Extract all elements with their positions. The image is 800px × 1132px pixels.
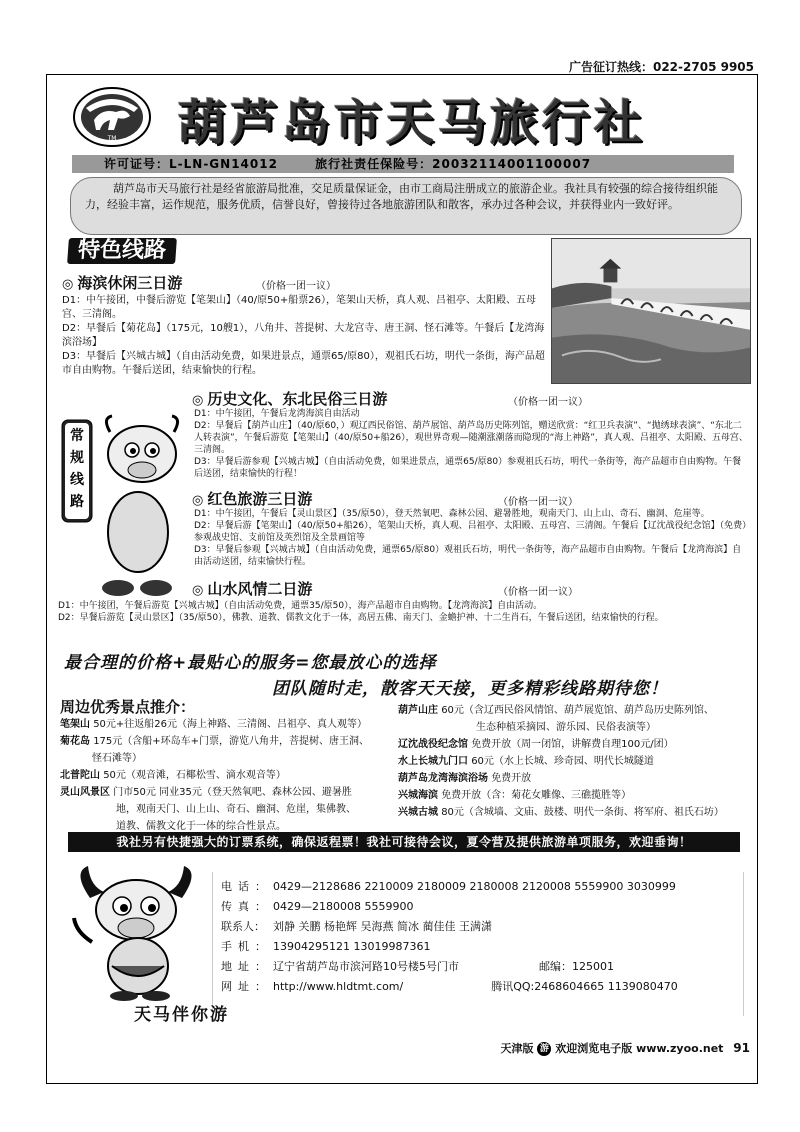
tour-title-1: ◎ 海滨休闲三日游 [62,274,183,292]
featured-routes-heading: 特色线路 [67,238,177,264]
tour-2-day-2: D2：早餐后【葫芦山庄】（40/原60，）观辽西民俗馆、葫芦展馆、葫芦岛历史陈列馆，赠送欣赏：“红卫兵表演”、“抛绣球表演”、“东北二人转表演”，午餐后游览【笔架山】（40/原50+船26），观世界奇观—随潮涨潮落而隐现的“海上神路”，真人观、吕祖亭、太阳殿、五母宫、三清阁。 [194,421,748,455]
cow-mascot [66,862,206,1002]
tour-price-2: （价格一团一议） [508,397,588,408]
attraction-row: 葫芦岛龙湾海滨浴场 免费开放 [398,773,532,784]
svg-text:TM: TM [107,135,117,142]
attraction-row: 怪石滩等） [92,753,142,764]
license-number: 许可证号：L-LN-GN14012 [104,157,278,171]
badge-char-2: 规 [70,450,84,466]
agency-intro: 葫芦岛市天马旅行社是经省旅游局批准，交足质量保证金，由市工商局注册成立的旅游企业。我社具有较强的综合接待组织能力，经验丰富，运作规范，服务优质，信誉良好，曾接待过各地旅游团队和散客，承办过各种会议，并获得业内一致好评。 [70,177,742,235]
agency-title: 葫芦岛市天马旅行社 [178,95,647,151]
contact-phone: 电话：0429—2128686 2210009 2180009 2180008 2120008 5559900 3030999 [221,880,676,893]
contact-fax: 传真：0429—2180008 5559900 [221,900,414,913]
tour-2-day-1: D1：中午接团，午餐后龙湾海滨自由活动 [194,409,360,419]
tour-3-day-3: D3：早餐后参观【兴城古城】（自由活动免费，通票65/原80）观祖氏石坊，明代一条街等，海产品超市自由购物。午餐后【龙湾海滨】自由活动送团，结束愉快行程。 [194,545,742,567]
browse-link[interactable]: 欢迎浏览电子版 www.zyoo.net [555,1042,724,1055]
page-number: 91 [733,1041,750,1055]
tour-price-4: （价格一团一议） [498,587,578,598]
contact-web: 网址：http://www.hldtmt.com/ 腾讯QQ:2468604665 1139080470 [221,980,678,993]
tour-title-2: ◎ 历史文化、东北民俗三日游 [192,390,388,408]
contact-mobile: 手机：13904295121 13019987361 [221,940,431,953]
booking-notice-banner: 我社另有快捷强大的订票系统，确保返程票！我社可接待会议，夏令营及提供旅游单项服务，欢迎垂询！ [68,832,740,852]
attraction-row: 道教、儒教文化于一体的综合性景点。 [116,821,286,832]
tour-1-day-2: D2：早餐后【菊花岛】（175元，10艘1），八角井、菩提树、大龙宫寺、唐王洞、怪石滩等。午餐后【龙湾海滨浴场】 [62,323,545,348]
tour-2-itinerary [194,408,750,480]
tour-1-itinerary [62,294,548,378]
tour-4-day-1: D1：中午接团，午餐后游览【兴城古城】（自由活动免费，通票35/原50），海产品超市自由购物。【龙湾海滨】自由活动。 [58,601,543,611]
tour-3-itinerary [194,508,750,568]
attraction-row: 灵山风景区 门市50元 同业35元（登天然氧吧、森林公园、避暑胜 [60,787,352,798]
badge-char-4: 路 [70,494,84,510]
tour-4-itinerary [58,600,750,624]
tour-1-day-3: D3：早餐后【兴城古城】（自由活动免费，如果进景点，通票65/原80），观祖氏石坊，明代一条街，海产品超市自由购物。午餐后送团，结束愉快的行程。 [62,351,545,376]
contact-address: 地址：辽宁省葫芦岛市滨河路10号楼5号门市 邮编：125001 [221,960,614,973]
attraction-row: 兴城古城 80元（含城墙、文庙、鼓楼、明代一条街、将军府、祖氏石坊） [398,807,724,818]
attraction-row: 辽沈战役纪念馆 免费开放（周一闭馆，讲解费自理100元/团） [398,739,674,750]
insurance-number: 旅行社责任保险号：20032114001100007 [315,157,592,171]
tour-price-3: （价格一团一议） [498,497,578,508]
page-footer [501,1040,750,1056]
nearby-attractions-heading: 周边优秀景点推介： [60,698,196,716]
attraction-row: 菊花岛 175元（含船+环岛车+门票，游览八角井，菩提树、唐王洞、 [60,736,370,747]
badge-char-3: 线 [70,472,84,488]
nearby-attractions-left [60,716,390,835]
attraction-row: 笔架山 50元+往返船26元（海上神路、三清阁、吕祖亭、真人观等） [60,719,368,730]
attraction-row: 兴城海滨 免费开放（含：菊花女雕像、三礁揽胜等） [398,790,632,801]
tour-2-day-3: D3：早餐后游参观【兴城古城】（自由活动免费，如果进景点，通票65/原80）参观祖氏石坊，明代一条街等，海产品超市自由购物。午餐后送团，结束愉快的行程！ [194,457,742,479]
contact-qq: 腾讯QQ:2468604665 1139080470 [491,980,678,993]
nearby-attractions-right [398,702,748,821]
attraction-row: 葫芦山庄 60元（含辽西民俗风情馆、葫芦展览馆、葫芦岛历史陈列馆、 [398,705,714,716]
tour-title-3: ◎ 红色旅游三日游 [192,490,313,508]
tour-title-4: ◎ 山水风情二日游 [192,580,313,598]
group-tour-slogan: 团队随时走，散客天天接，更多精彩线路期待您！ [272,679,668,699]
attraction-row: 生态种植采摘园、游乐园、民俗表演等） [476,722,656,733]
tour-price-1: （价格一团一议） [256,281,336,292]
website-link[interactable]: http://www.hldtmt.com/ [273,980,404,993]
travel-agency-logo [72,86,152,148]
tour-3-day-1: D1：中午接团，午餐后【灵山景区】（35/原50），登天然氧吧、森林公园、避暑胜地，观南天门、山上山、奇石、幽洞、危崖等。 [194,509,710,519]
agency-motto: 天马伴你游 [134,1005,229,1025]
license-bar [72,155,734,173]
tour-4-day-2: D2：早餐后游览【灵山景区】（35/原50），佛教、道教、儒教文化于一体，高居五佛、南天门、金蟾护神、十二生肖石，午餐后送团，结束愉快的行程。 [58,613,664,623]
attraction-row: 水上长城九门口 60元（水上长城、珍奇园、明代长城隧道 [398,756,654,767]
tour-1-day-1: D1：中午接团，中餐后游览【笔架山】（40/原50+船票26），笔架山天桥，真人观、吕祖亭、太阳殿、五母宫、三清阁。 [62,295,536,320]
ad-hotline: 广告征订热线：022-2705 9905 [568,60,754,74]
badge-char-1: 常 [70,428,84,444]
attraction-row: 地，观南天门、山上山、奇石、幽洞、危崖，集佛教、 [116,804,356,815]
contact-zip: 邮编：125001 [539,960,614,973]
price-service-slogan: 最合理的价格+最贴心的服务=您最放心的选择 [64,653,437,673]
zyoo-badge-icon: 游 [537,1042,551,1056]
seaside-bridge-photo [551,238,751,384]
tour-3-day-2: D2：早餐后游【笔架山】（40/原50+船26），笔架山天桥，真人观、吕祖亭、太阳殿、五母宫、三清阁。午餐后【辽沈战役纪念馆】（免费）参观战史馆、支前馆及英烈馆及全景画馆等 [194,521,747,543]
edition-label: 天津版 [500,1042,534,1055]
attraction-row: 北普陀山 50元（观音滩，石椰松雪、滴水观音等） [60,770,286,781]
contact-people: 联系人： 刘静 关鹏 杨艳辉 吴海燕 简冰 蔺佳佳 王满潇 [221,920,492,933]
contact-panel [212,872,744,1016]
regular-routes-mascot [58,402,186,602]
